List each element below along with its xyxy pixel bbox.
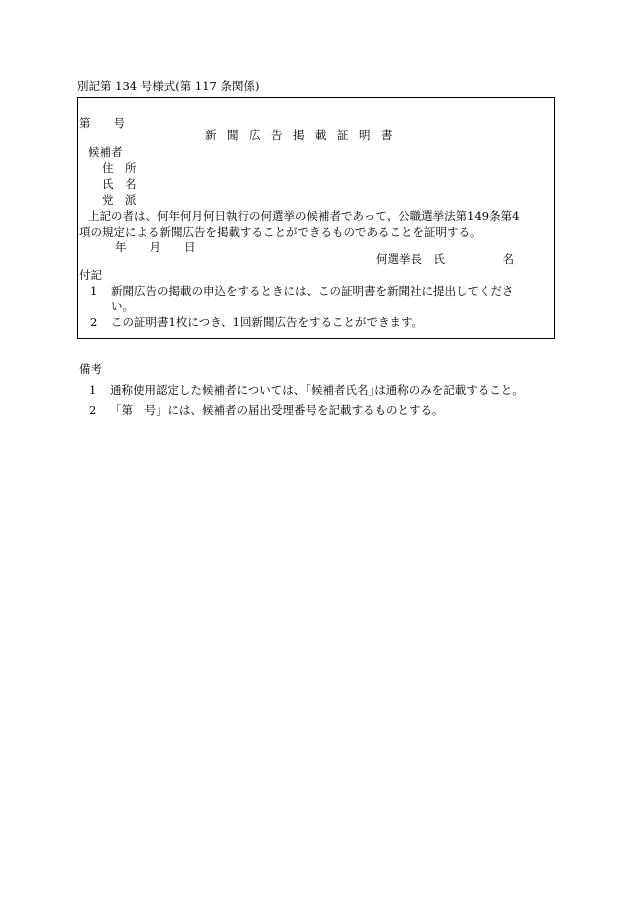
form-header-label: 別記第 134 号様式(第 117 条関係) bbox=[77, 79, 260, 93]
election-chairman-signature: 何選挙長 氏 名 bbox=[376, 252, 514, 266]
supplementary-item-text-continued: い。 bbox=[111, 299, 134, 313]
supplementary-label: 付記 bbox=[79, 268, 102, 282]
certification-text-line-1: 上記の者は、何年何月何日執行の何選挙の候補者であって、公職選挙法第149条第4 bbox=[88, 209, 520, 223]
party-label: 党 派 bbox=[102, 193, 137, 207]
candidate-label: 候補者 bbox=[88, 145, 123, 159]
remarks-item-number: 1 bbox=[89, 383, 97, 397]
remarks-item-number: 2 bbox=[89, 403, 97, 417]
certificate-title: 新聞広告掲載証明書 bbox=[205, 128, 403, 142]
certification-text-line-2: 項の規定による新聞広告を掲載することができるものであることを証明する。 bbox=[79, 225, 482, 239]
date-label: 年 月 日 bbox=[115, 240, 196, 254]
remarks-item-text: 通称使用認定した候補者については、｢候補者氏名｣は通称のみを記載すること。 bbox=[110, 383, 524, 397]
number-label: 第 号 bbox=[79, 116, 125, 130]
supplementary-item-text: この証明書1枚につき、1回新聞広告をすることができます。 bbox=[111, 315, 424, 329]
remarks-item-text: 「第 号」には、候補者の届出受理番号を記載するものとする。 bbox=[110, 403, 444, 417]
name-label: 氏 名 bbox=[102, 177, 137, 191]
supplementary-item-number: 2 bbox=[90, 315, 98, 329]
supplementary-item-number: 1 bbox=[90, 284, 98, 298]
certificate-form-box bbox=[77, 97, 555, 339]
address-label: 住 所 bbox=[102, 161, 137, 175]
remarks-label: 備考 bbox=[79, 362, 102, 376]
supplementary-item-text: 新聞広告の掲載の申込をするときには、この証明書を新聞社に提出してくださ bbox=[111, 284, 514, 298]
